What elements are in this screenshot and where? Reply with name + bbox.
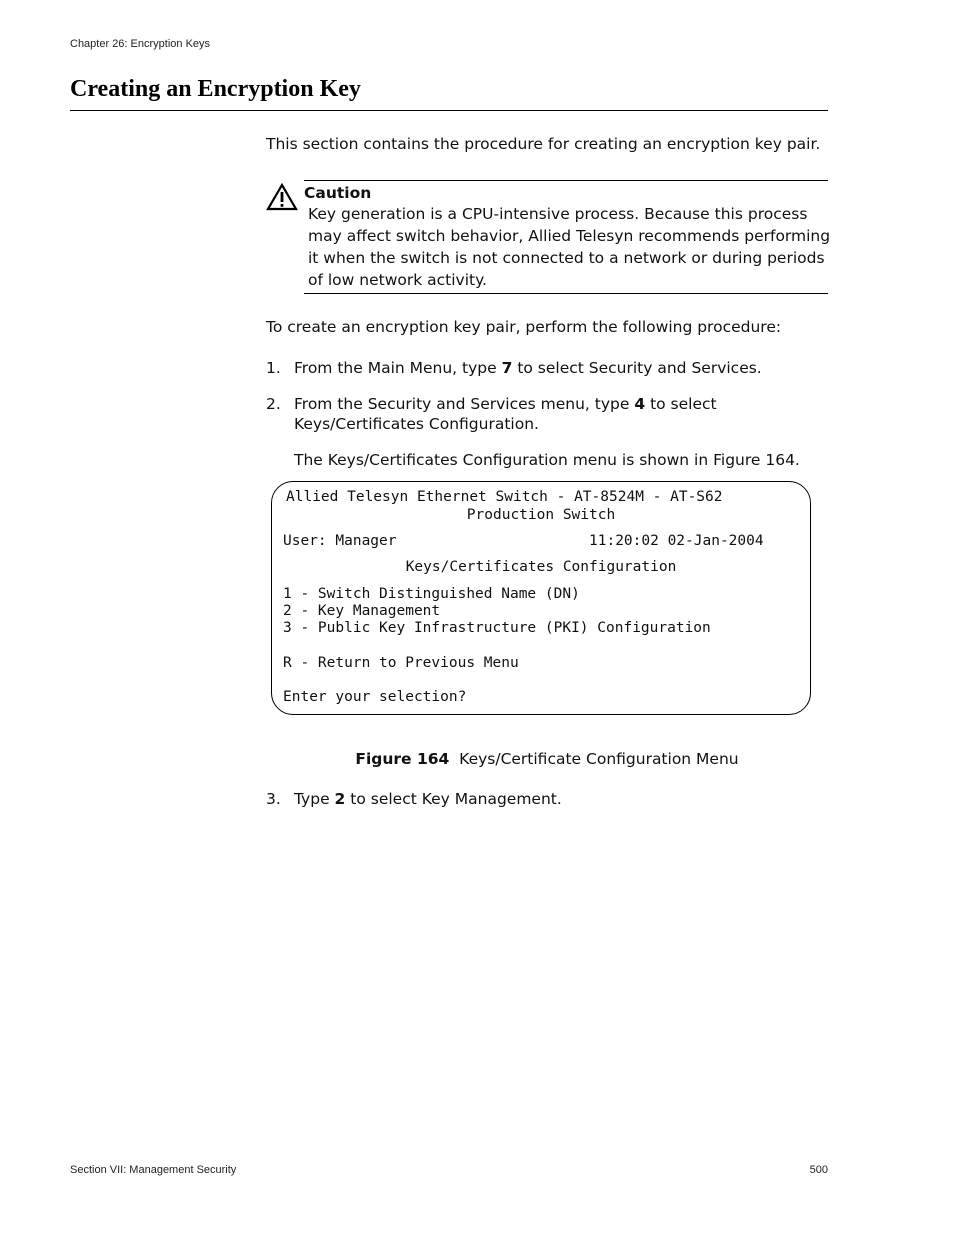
terminal-menu-option: 3 - Public Key Infrastructure (PKI) Configuration [283, 620, 711, 636]
step-key: 7 [501, 359, 513, 377]
step-2-note: The Keys/Certificates Configuration menu is shown in Figure 164. [294, 451, 800, 469]
caution-line: may affect switch behavior, Allied Telesyn recommends performing [308, 227, 831, 245]
step-number: 2. [266, 395, 281, 413]
footer-section: Section VII: Management Security [70, 1164, 237, 1176]
procedure-lead-in: To create an encryption key pair, perform the following procedure: [266, 318, 782, 336]
terminal-menu-title: Keys/Certificates Configuration [405, 559, 677, 575]
terminal-title-line: Allied Telesyn Ethernet Switch - AT-8524M - AT-S62 [286, 489, 723, 505]
figure-caption-text: Keys/Certificate Configuration Menu [459, 750, 739, 768]
caution-line: Key generation is a CPU-intensive process. Because this process [308, 205, 808, 223]
step-2-text-line2: Keys/Certificates Configuration. [294, 415, 539, 433]
caution-line: it when the switch is not connected to a network or during periods [308, 249, 825, 267]
caution-line: of low network activity. [308, 271, 487, 289]
step-2-text: From the Security and Services menu, type 4 to select [294, 395, 717, 413]
terminal-menu-option: 2 - Key Management [283, 603, 441, 619]
terminal-subtitle-line: Production Switch [466, 507, 616, 523]
section-title: Creating an Encryption Key [70, 76, 361, 102]
terminal-prompt: Enter your selection? [283, 689, 467, 705]
intro-paragraph: This section contains the procedure for creating an encryption key pair. [266, 135, 821, 153]
step-3-text: Type 2 to select Key Management. [294, 790, 562, 808]
step-key: 4 [634, 395, 646, 413]
step-number: 3. [266, 790, 281, 808]
terminal-menu-option: 1 - Switch Distinguished Name (DN) [283, 586, 580, 602]
terminal-user: User: Manager [283, 533, 397, 549]
caution-rule-top [304, 180, 828, 181]
step-number: 1. [266, 359, 281, 377]
terminal-datetime: 11:20:02 02-Jan-2004 [589, 533, 764, 549]
title-rule [70, 110, 828, 111]
step-1-text: From the Main Menu, type 7 to select Security and Services. [294, 359, 762, 377]
caution-body [308, 203, 831, 291]
caution-heading: Caution [304, 184, 372, 202]
figure-label: Figure 164 [355, 750, 450, 768]
running-head: Chapter 26: Encryption Keys [70, 38, 211, 50]
page-number: 500 [809, 1164, 828, 1176]
terminal-return-option: R - Return to Previous Menu [283, 655, 519, 671]
caution-rule-bottom [304, 293, 828, 294]
warning-triangle-icon [266, 183, 298, 211]
step-key: 2 [334, 790, 346, 808]
figure-caption [0, 748, 954, 770]
